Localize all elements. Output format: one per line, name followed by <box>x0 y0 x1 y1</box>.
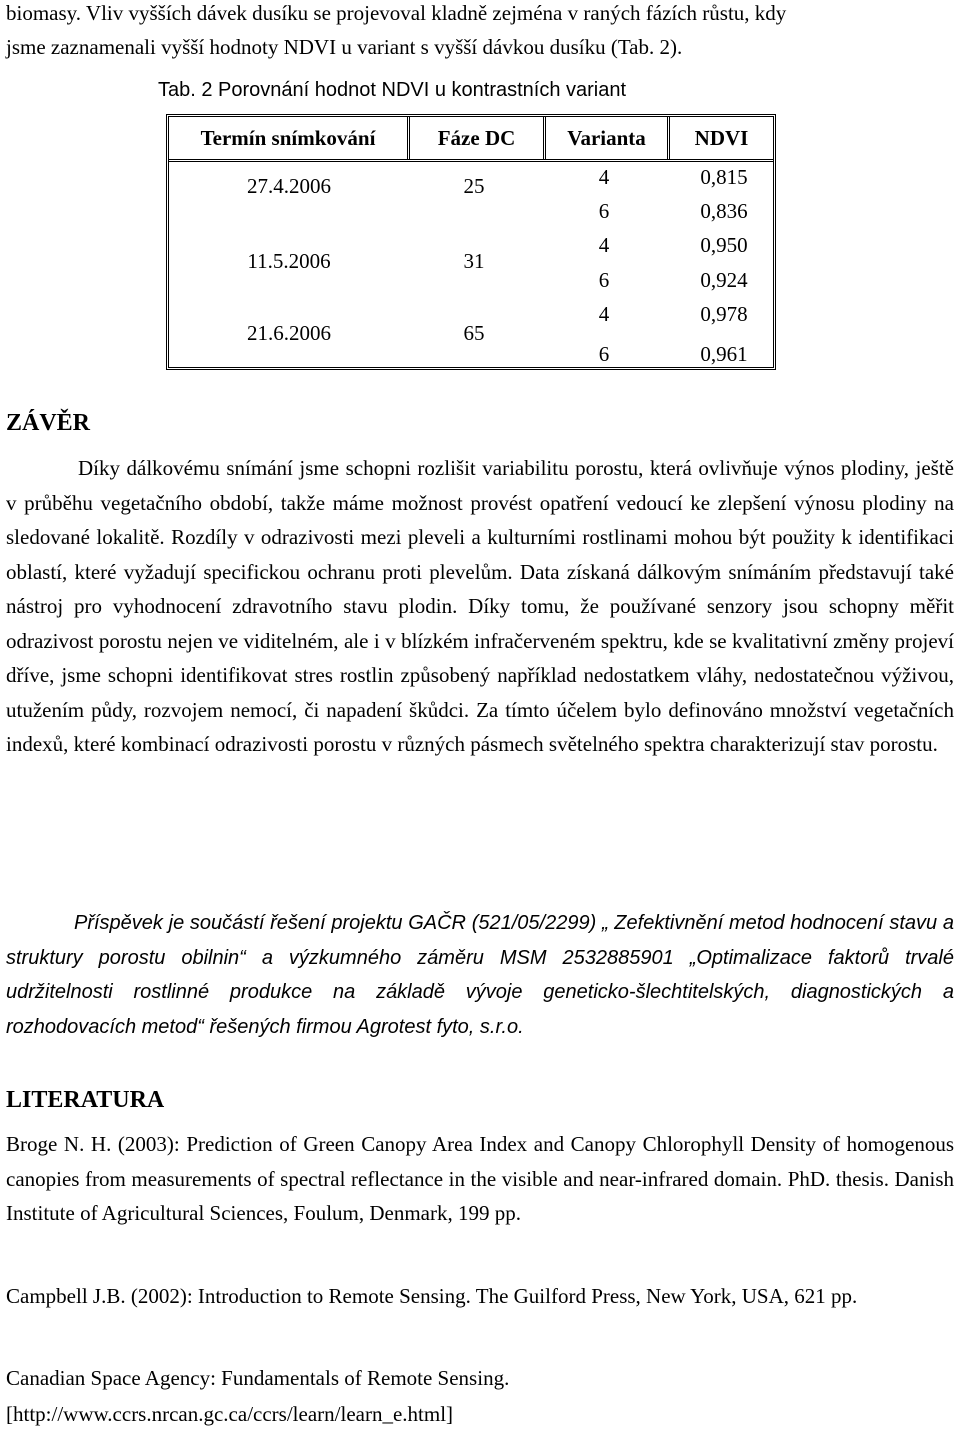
header-cell-dc: Fáze DC <box>437 126 516 150</box>
conclusion-paragraph: Díky dálkovému snímání jsme schopni rozlišit variabilitu porostu, která ovlivňuje výnos plodiny, ještě v průběhu vegetačního období, takže máme možnost provést opatření vedoucí ke zlepšení výnosu plodiny na sledované lokalitě. Rozdíly v odrazivosti mezi pleveli a kulturními rostlinami mohou být použity k identifikaci oblastí, které vyžadují specifickou ochranu proti plevelům. Data získaná dálkovým snímáním představují také nástroj pro vyhodnocení zdravotního stavu plodin. Díky tomu, že používané senzory jsou schopny měřit odrazivost porostu nejen ve viditelném, ale i v blízkém infračerveném spektru, kde se kvalitativní změny projeví dříve, jsme schopni identifikovat stres rostlin způsobený například nedostatkem vláhy, nedostatečnou výživou, utužením půdy, rozvojem nemocí, či napadení škůdci. Za tímto účelem bylo definováno množství vegetačních indexů, které kombinací odrazivosti porostu v různých pásmech světelného spektra charakterizují stav porostu. <box>6 456 954 756</box>
table-cell-variant: 4 <box>598 233 610 257</box>
table-cell-variant: 4 <box>598 302 610 326</box>
literature-heading: LITERATURA <box>6 1087 165 1113</box>
table-cell-date: 11.5.2006 <box>247 249 331 273</box>
funding-note: Příspěvek je součástí řešení projektu GAČR (521/05/2299) „ Zefektivnění metod hodnocení stavu a struktury porostu obilnin“ a výzkumného záměru MSM 2532885901 „Optimalizace faktorů trvalé udržitelnosti rostlinné produkce na základě vývoje geneticko-šlechtitelských, diagnostických a rozhodovacích metod“ řešených firmou Agrotest fyto, s.r.o. <box>6 912 954 1038</box>
table-caption: Tab. 2 Porovnání hodnot NDVI u kontrastních variant <box>158 79 627 101</box>
table-cell-variant: 6 <box>598 342 610 366</box>
table-cell-date: 27.4.2006 <box>247 174 331 198</box>
intro-line-1: biomasy. Vliv vyšších dávek dusíku se projevoval kladně zejména v raných fázích růstu, kdy <box>6 1 787 25</box>
table-cell-ndvi: 0,815 <box>700 165 748 189</box>
header-cell-ndvi: NDVI <box>694 126 749 150</box>
table-header-row <box>169 117 773 159</box>
reference-item: Broge N. H. (2003): Prediction of Green Canopy Area Index and Canopy Chlorophyll Density of homogenous canopies from measurements of spectral reflectance in the visible and near-infrared domain. PhD. thesis. Danish Institute of Agricultural Sciences, Foulum, Denmark, 199 pp. <box>6 1132 954 1225</box>
table-cell-variant: 6 <box>598 199 610 223</box>
header-cell-variant: Varianta <box>567 126 646 150</box>
table-cell-variant: 4 <box>598 165 610 189</box>
reference-item: Canadian Space Agency: Fundamentals of Remote Sensing. <box>6 1366 510 1390</box>
ndvi-table <box>166 114 776 370</box>
conclusion-heading: ZÁVĚR <box>6 410 91 436</box>
table-cell-ndvi: 0,950 <box>700 233 748 257</box>
intro-line-2: jsme zaznamenali vyšší hodnoty NDVI u variant s vyšší dávkou dusíku (Tab. 2). <box>6 35 683 59</box>
table-cell-ndvi: 0,924 <box>700 268 748 292</box>
table-cell-date: 21.6.2006 <box>247 321 331 345</box>
table-cell-dc: 65 <box>463 321 485 345</box>
reference-item-link[interactable]: [http://www.ccrs.nrcan.gc.ca/ccrs/learn/learn_e.html] <box>6 1402 454 1426</box>
table-cell-ndvi: 0,978 <box>700 302 748 326</box>
header-cell-date: Termín snímkování <box>200 126 376 150</box>
table-cell-ndvi: 0,836 <box>700 199 748 223</box>
table-cell-ndvi: 0,961 <box>700 342 748 366</box>
table-cell-dc: 25 <box>463 174 485 198</box>
reference-item: Campbell J.B. (2002): Introduction to Remote Sensing. The Guilford Press, New York, USA, 621 pp. <box>6 1284 858 1308</box>
table-cell-dc: 31 <box>463 249 485 273</box>
table-cell-variant: 6 <box>598 268 610 292</box>
